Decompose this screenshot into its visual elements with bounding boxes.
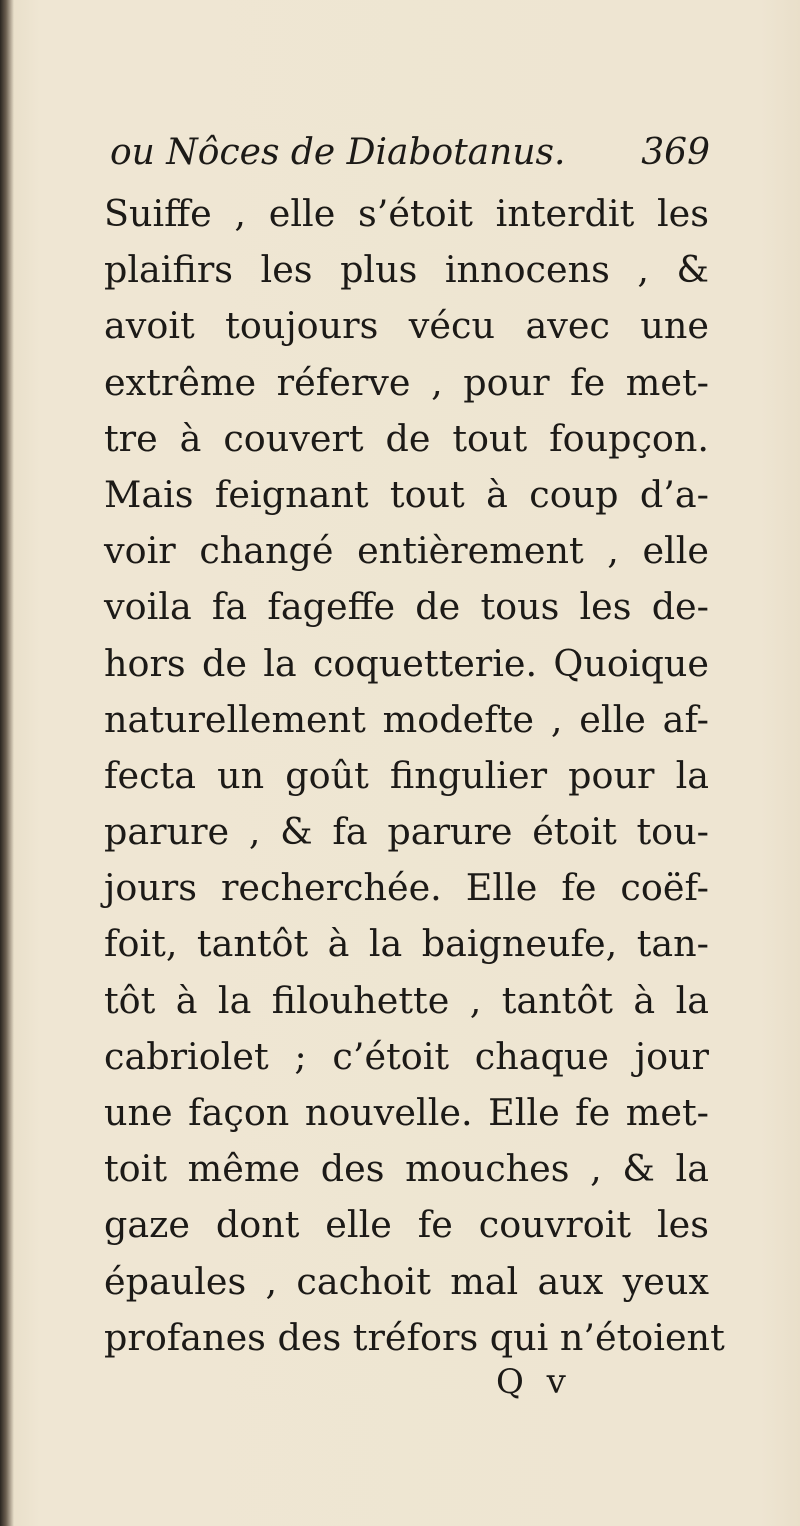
text-line: fecta un goût fingulier pour la xyxy=(104,753,709,797)
text-line: profanes des tréfors qui n’étoient xyxy=(104,1315,725,1359)
text-line: voir changé entièrement , elle xyxy=(104,529,709,573)
catchword-signature: Q v xyxy=(496,1362,572,1402)
text-line: tre à couvert de tout foupçon. xyxy=(104,416,709,460)
text-line: toit même des mouches , & la xyxy=(104,1147,709,1191)
text-line: avoit toujours vécu avec une xyxy=(104,304,709,348)
text-line: hors de la coquetterie. Quoique xyxy=(104,641,709,685)
text-line: naturellement modefte , elle af- xyxy=(104,697,709,741)
text-line: épaules , cachoit mal aux yeux xyxy=(104,1259,709,1303)
text-line: une façon nouvelle. Elle fe met- xyxy=(104,1091,709,1134)
body-text xyxy=(104,186,725,1366)
text-line: Mais feignant tout à coup d’a- xyxy=(104,472,709,516)
text-line: extrême réferve , pour fe met- xyxy=(104,360,709,404)
text-line: gaze dont elle fe couvroit les xyxy=(104,1203,709,1247)
running-title: ou Nôces de Diabotanus. xyxy=(110,132,566,173)
page-number: 369 xyxy=(641,132,710,173)
text-line: parure , & fa parure étoit tou- xyxy=(104,810,709,854)
binding-edge xyxy=(0,0,14,1526)
text-line: plaifirs les plus innocens , & xyxy=(104,248,709,292)
text-line: foit, tantôt à la baigneufe, tan- xyxy=(104,922,709,966)
text-line: tôt à la filouhette , tantôt à la xyxy=(104,978,709,1022)
text-line: voila fa fageffe de tous les de- xyxy=(104,585,709,629)
page-header xyxy=(110,128,710,178)
text-line: jours recherchée. Elle fe coëf- xyxy=(104,866,709,910)
text-line: Suiffe , elle s’étoit interdit les xyxy=(104,192,709,235)
text-line: cabriolet ; c’étoit chaque jour xyxy=(104,1034,709,1078)
